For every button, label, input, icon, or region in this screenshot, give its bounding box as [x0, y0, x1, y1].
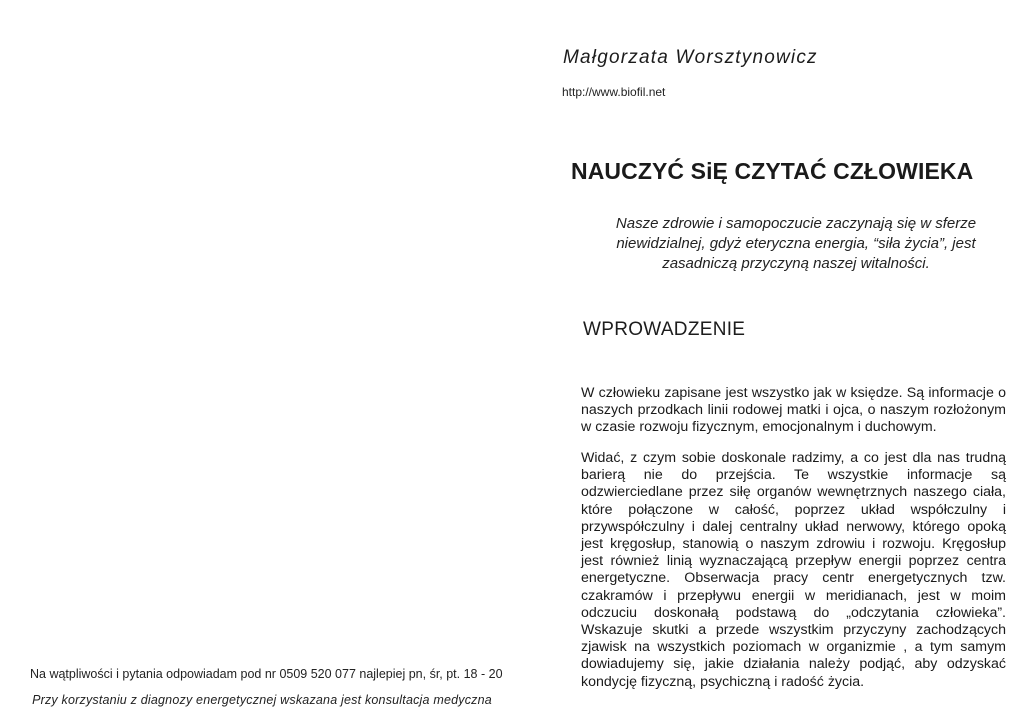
website-url: http://www.biofil.net	[562, 85, 666, 99]
paragraph: Widać, z czym sobie doskonale radzimy, a co jest dla nas trudną barierą nie do przejścia. Te wszystkie informacje są odzwierciedlane przez siłę organów wewnętrznych naszego ciała, które połączone w całość, poprzez układ współczulny i przywspółczulny i dalej centralny układ nerwowy, którego opoką jest kręgosłup, stanowią o naszym zdrowiu i rozwoju. Kręgosłup jest również linią wyznaczającą przepływ energii poprzez centra energetyczne. Obserwacja pracy centr energetycznych tzw. czakramów i przepływu energii w meridianach, jest w moim odczuciu doskonałą podstawą do „odczytania człowieka”. Wskazuje skutki a przede wszystkim przyczyny zachodzących zjawisk na wszystkich poziomach w organizmie , a tym samym dowiadujemy się, jakie działania należy podjąć, aby odzyskać kondycję fizyczną, psychiczną i radość życia.	[581, 450, 1006, 690]
medical-disclaimer: Przy korzystaniu z diagnozy energetycznej wskazana jest konsultacja medyczna	[32, 693, 492, 707]
section-heading: WPROWADZENIE	[583, 319, 746, 340]
author-name: Małgorzata Worsztynowicz	[563, 47, 818, 68]
article-title: NAUCZYĆ SiĘ CZYTAĆ CZŁOWIEKA	[571, 158, 974, 184]
contact-info: Na wątpliwości i pytania odpowiadam pod nr 0509 520 077 najlepiej pn, śr, pt. 18 - 20	[30, 667, 503, 681]
paragraph: W człowieku zapisane jest wszystko jak w księdze. Są informacje o naszych przodkach linii rodowej matki i ojca, o naszym rozłożonym w czasie rozwoju fizycznym, emocjonalnym i duchowym.	[581, 385, 1006, 436]
article-motto: Nasze zdrowie i samopoczucie zaczynają się w sferze niewidzialnej, gdyż eteryczna energia, “siła życia”, jest zasadniczą przyczyną naszej witalności.	[615, 215, 977, 272]
